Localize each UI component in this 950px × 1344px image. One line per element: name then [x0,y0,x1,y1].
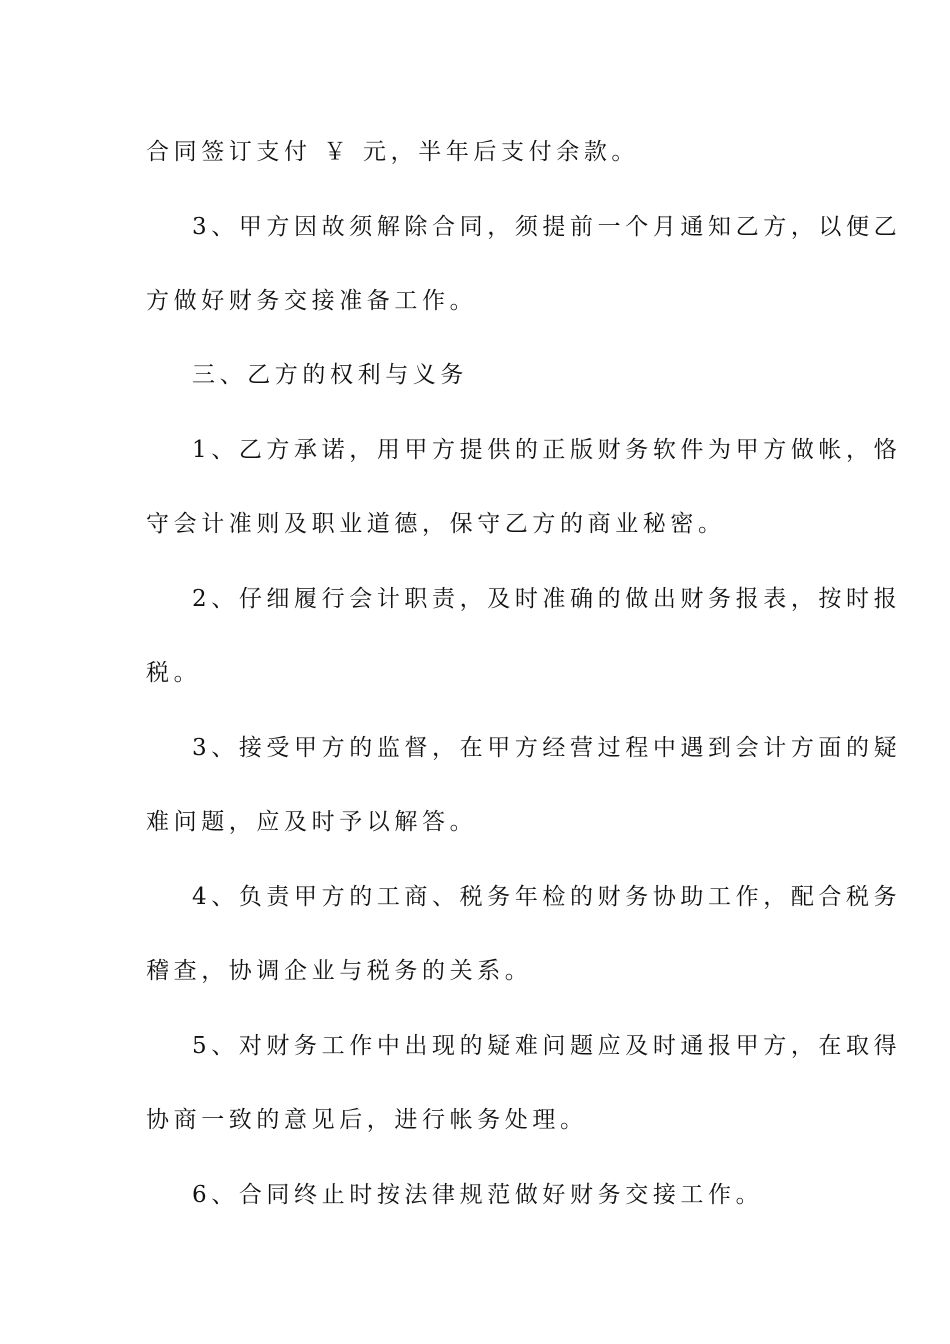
text-line-clause-3-cont: 方做好财务交接准备工作。 [146,288,478,314]
text-line-b-4: 4、负责甲方的工商、税务年检的财务协助工作，配合税务 [192,884,902,910]
text-line-b-1-cont: 守会计准则及职业道德，保守乙方的商业秘密。 [146,511,726,537]
text-line-b-3: 3、接受甲方的监督，在甲方经营过程中遇到会计方面的疑 [192,735,902,761]
text-line-b-6: 6、合同终止时按法律规范做好财务交接工作。 [192,1182,764,1208]
text-line-b-5: 5、对财务工作中出现的疑难问题应及时通报甲方，在取得 [192,1033,902,1059]
text-line-clause-3: 3、甲方因故须解除合同，须提前一个月通知乙方，以便乙 [192,214,902,240]
text-line-b-4-cont: 稽查，协调企业与税务的关系。 [146,958,533,984]
text-line-b-1: 1、乙方承诺，用甲方提供的正版财务软件为甲方做帐，恪 [192,437,902,463]
text-line-b-5-cont: 协商一致的意见后，进行帐务处理。 [146,1107,588,1133]
text-line-b-2: 2、仔细履行会计职责，及时准确的做出财务报表，按时报 [192,586,902,612]
text-line-b-3-cont: 难问题，应及时予以解答。 [146,809,478,835]
text-line-b-2-cont: 税。 [146,660,202,686]
text-line-payment: 合同签订支付 ￥ 元，半年后支付余款。 [146,139,640,165]
section-heading-party-b: 三、乙方的权利与义务 [192,362,468,388]
